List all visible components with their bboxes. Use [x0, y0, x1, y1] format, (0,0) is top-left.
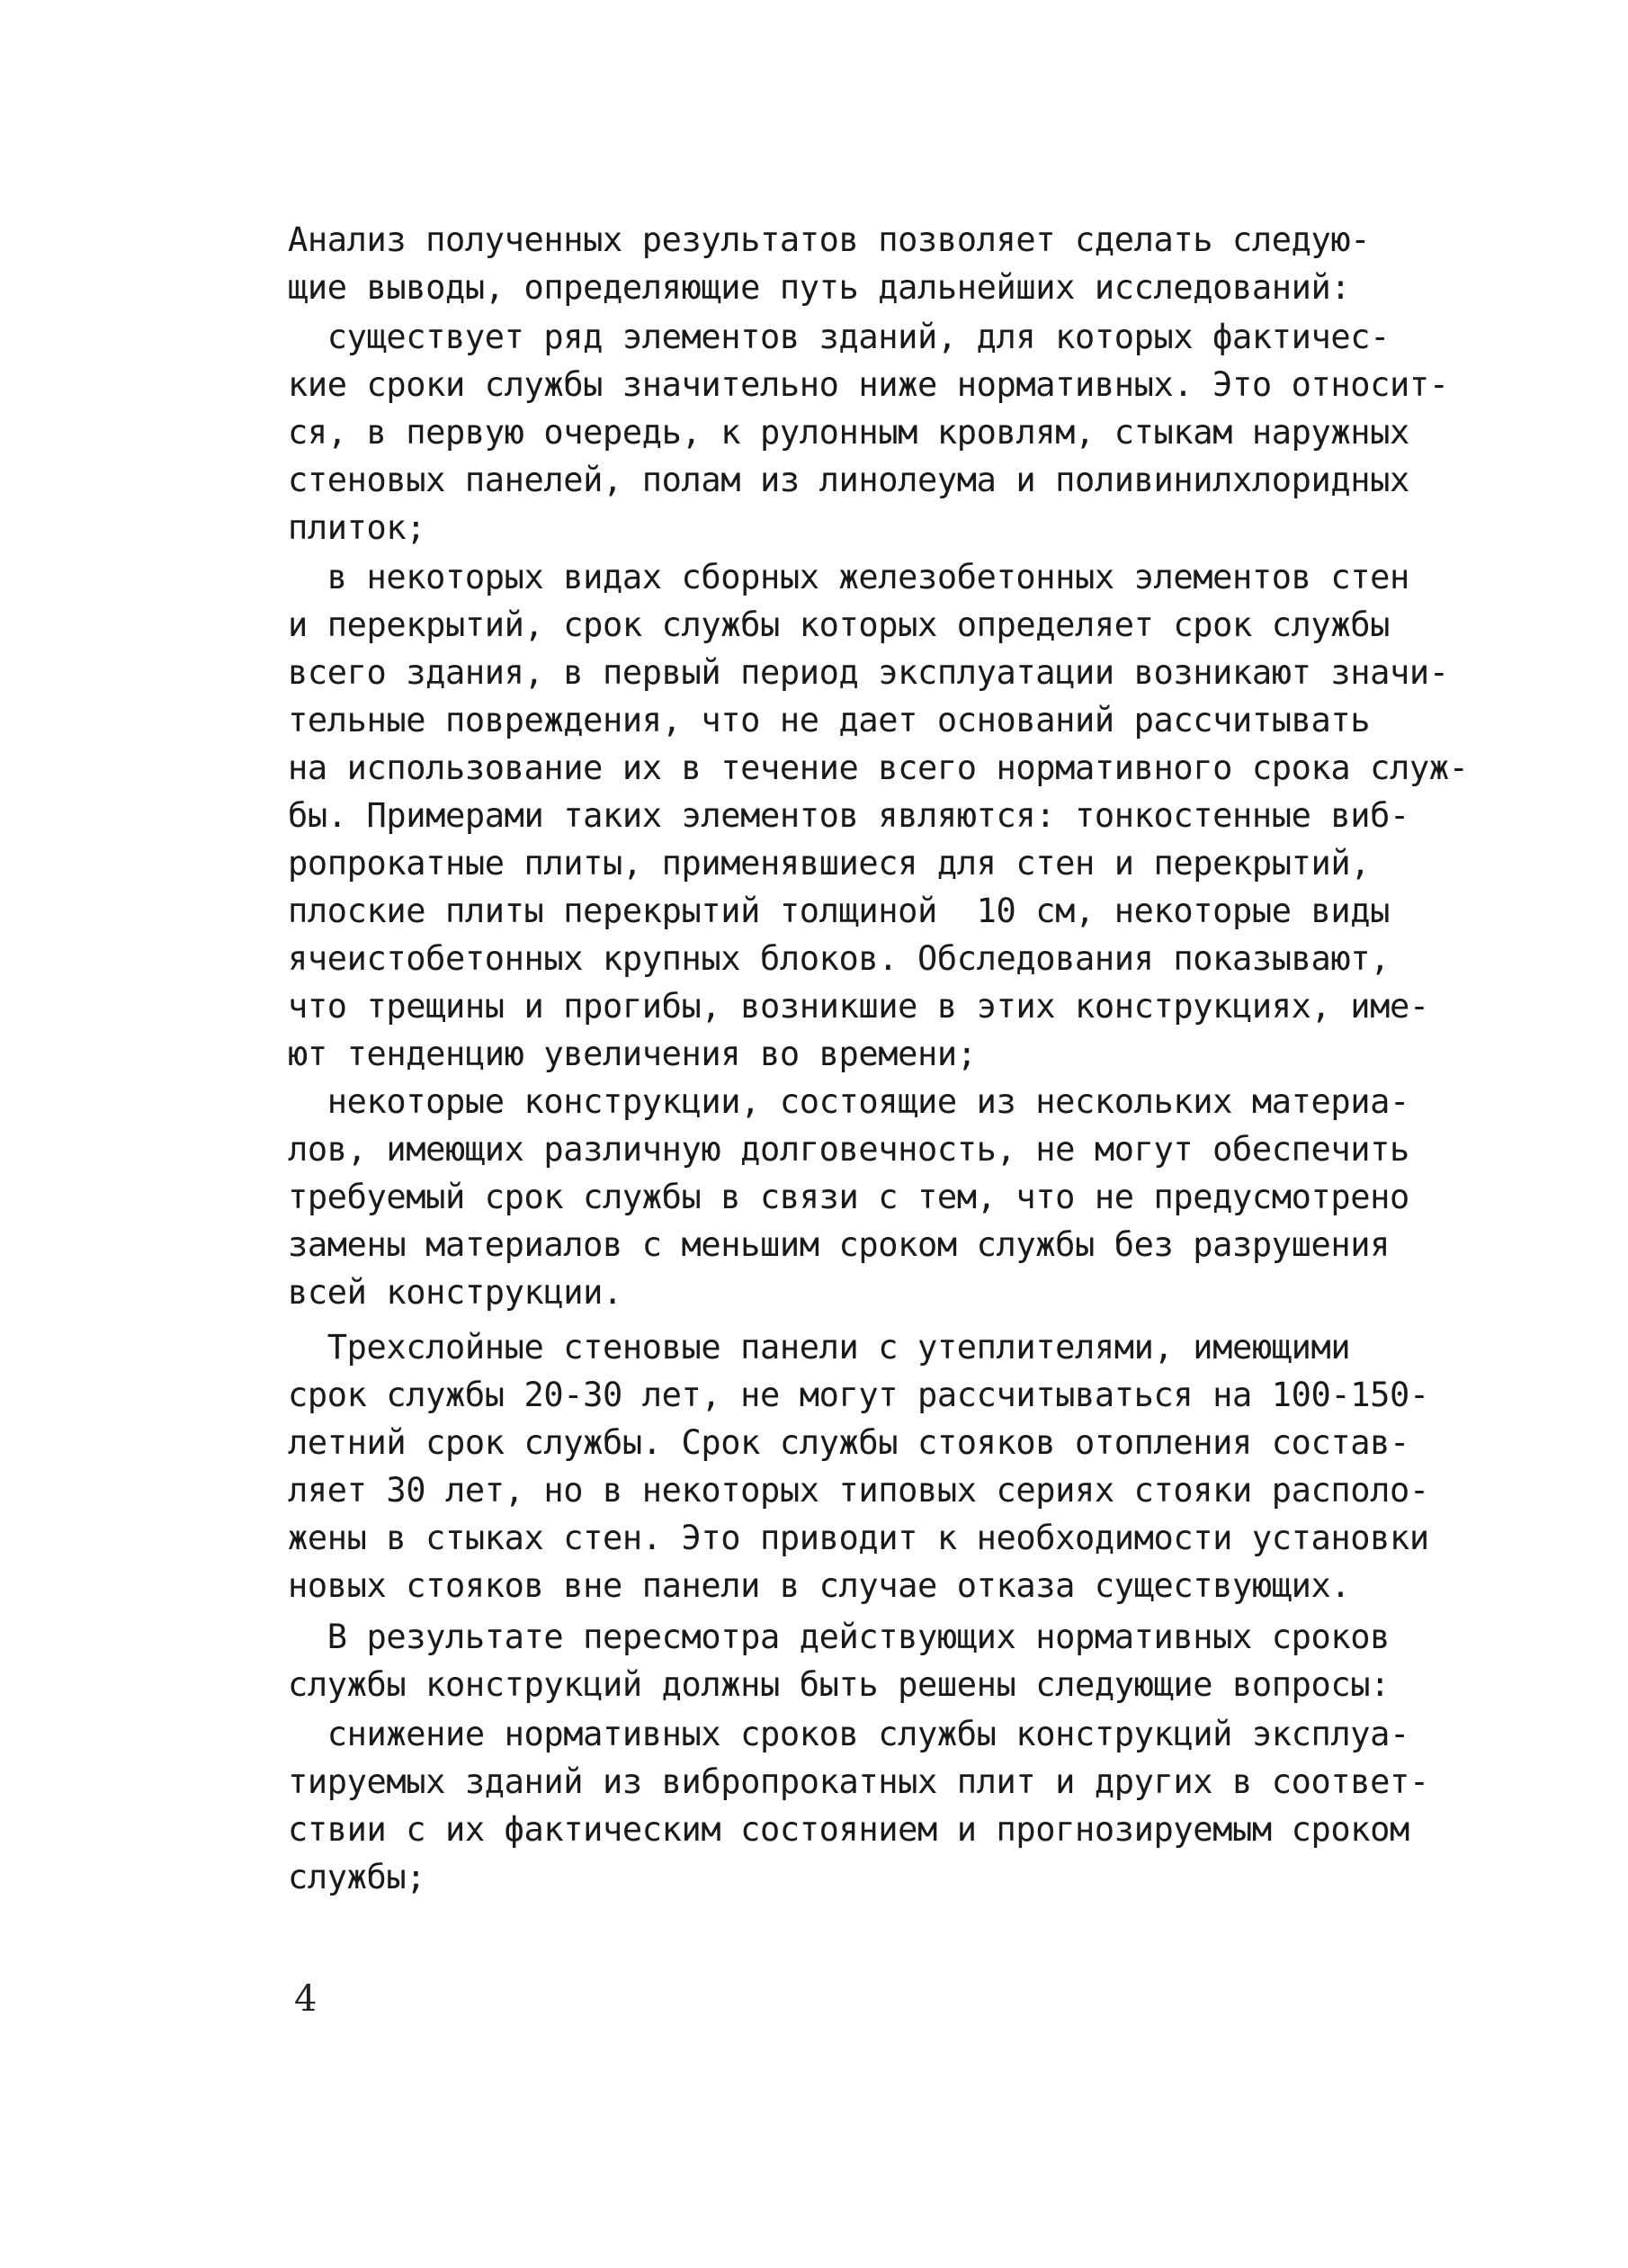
text-line: всего здания, в первый период эксплуатации возникают значи- — [288, 653, 1449, 692]
text-line: ропрокатные плиты, применявшиеся для стен и перекрытий, — [288, 844, 1371, 883]
text-line: плоские плиты перекрытий толщиной 10 см, некоторые виды — [288, 892, 1391, 930]
text-line: Трехслойные стеновые панели с утеплителями, имеющими — [288, 1328, 1351, 1367]
text-line: новых стояков вне панели в случае отказа существующих. — [288, 1566, 1351, 1605]
text-line: Анализ полученных результатов позволяет сделать следую- — [288, 220, 1371, 259]
paragraph-multi-material — [288, 1078, 1457, 1316]
text-line: и перекрытий, срок службы которых определяет срок службы — [288, 605, 1391, 644]
text-line: требуемый срок службы в связи с тем, что не предусмотрено — [288, 1178, 1409, 1216]
text-line: жены в стыках стен. Это приводит к необходимости установки — [288, 1519, 1429, 1557]
text-line: ляет 30 лет, но в некоторых типовых сериях стояки располо- — [288, 1471, 1429, 1510]
text-line: В результате пересмотра действующих нормативных сроков — [288, 1618, 1391, 1656]
text-line: снижение нормативных сроков службы конструкций эксплуа- — [288, 1715, 1409, 1753]
text-line: на использование их в течение всего нормативного срока служ- — [288, 749, 1469, 787]
page-number: 4 — [294, 1978, 318, 2020]
paragraph-roofing-joints — [288, 313, 1457, 551]
text-line: что трещины и прогибы, возникшие в этих конструкциях, име- — [288, 987, 1429, 1026]
text-line: щие выводы, определяющие путь дальнейших исследований: — [288, 268, 1351, 307]
text-line: в некоторых видах сборных железобетонных элементов стен — [288, 558, 1409, 596]
paragraph-concrete-elements — [288, 553, 1469, 1078]
paragraph-reduce-service-life — [288, 1710, 1457, 1901]
text-line: кие сроки службы значительно ниже нормативных. Это относит- — [288, 365, 1449, 404]
body-text — [288, 216, 1469, 1901]
paragraph-revision-questions — [288, 1613, 1457, 1708]
text-line: ют тенденцию увеличения во времени; — [288, 1035, 977, 1073]
text-line: ся, в первую очередь, к рулонным кровлям, стыкам наружных — [288, 413, 1409, 452]
text-line: службы; — [288, 1858, 426, 1896]
text-line: срок службы 20-30 лет, не могут рассчитываться на 100-150- — [288, 1376, 1429, 1414]
text-line: летний срок службы. Срок службы стояков отопления состав- — [288, 1423, 1409, 1462]
text-line: ячеистобетонных крупных блоков. Обследования показывают, — [288, 939, 1391, 978]
paragraph-conclusions-intro — [288, 216, 1457, 311]
text-line: существует ряд элементов зданий, для которых фактичес- — [288, 318, 1391, 356]
text-line: тельные повреждения, что не дает оснований рассчитывать — [288, 701, 1371, 740]
text-line: стеновых панелей, полам из линолеума и поливинилхлоридных — [288, 461, 1409, 499]
text-line: лов, имеющих различную долговечность, не могут обеспечить — [288, 1130, 1409, 1169]
text-line: тируемых зданий из вибропрокатных плит и других в соответ- — [288, 1762, 1429, 1801]
text-line: бы. Примерами таких элементов являются: тонкостенные виб- — [288, 796, 1409, 835]
text-line: всей конструкции. — [288, 1273, 622, 1312]
text-line: плиток; — [288, 508, 426, 547]
text-line: некоторые конструкции, состоящие из нескольких материа- — [288, 1082, 1409, 1121]
paragraph-three-layer-panels — [288, 1323, 1457, 1609]
text-line: службы конструкций должны быть решены следующие вопросы: — [288, 1665, 1391, 1704]
text-line: ствии с их фактическим состоянием и прогнозируемым сроком — [288, 1810, 1409, 1849]
text-line: замены материалов с меньшим сроком службы без разрушения — [288, 1225, 1391, 1264]
